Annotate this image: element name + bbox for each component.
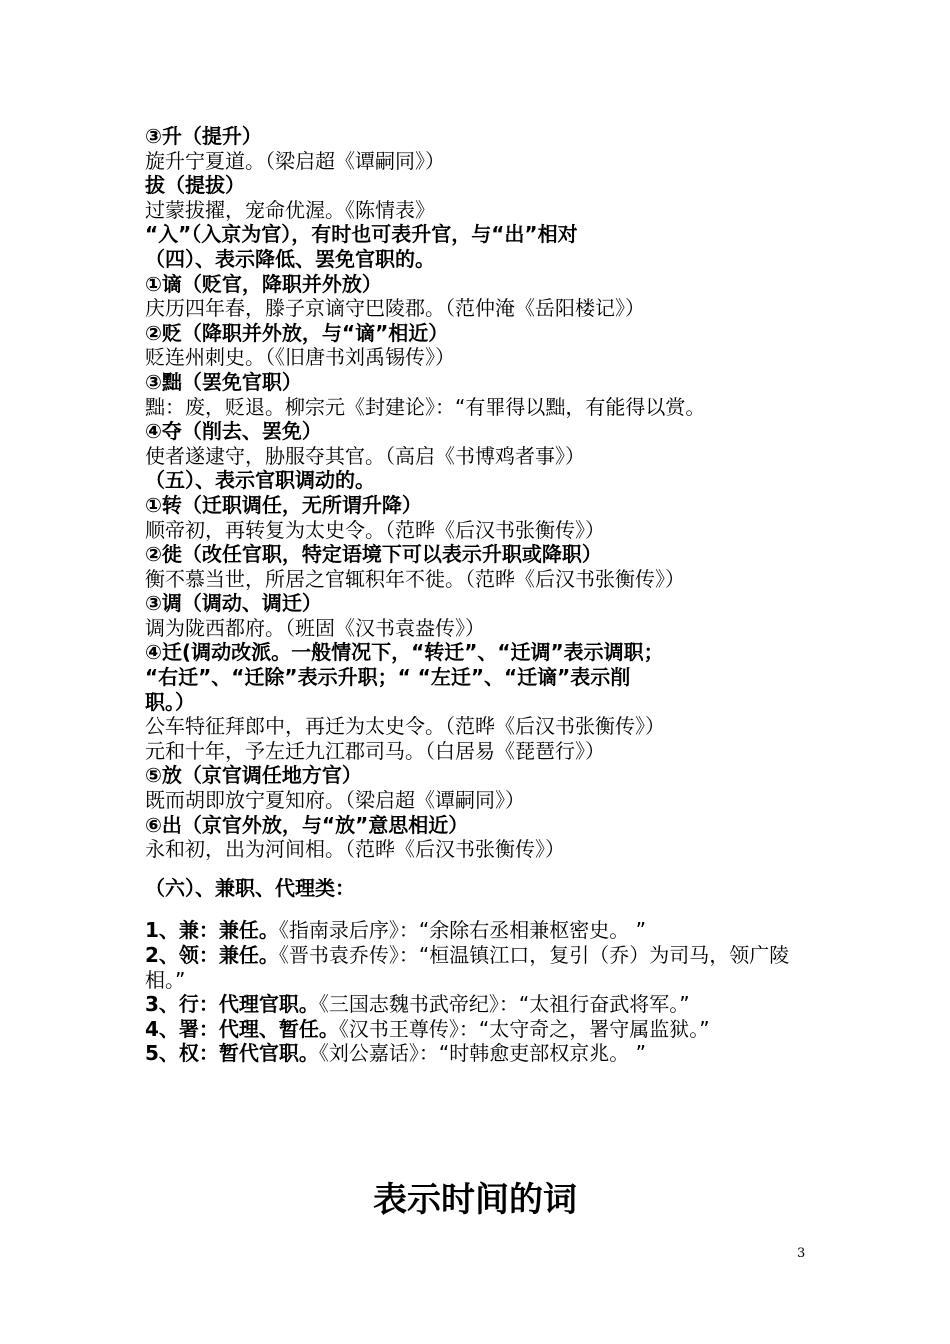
section-title: 表示时间的词 (373, 1180, 577, 1220)
entry-heading: ②徙（改任官职，特定语境下可以表示升职或降职） (145, 542, 602, 567)
list-item (145, 1041, 825, 1066)
entry-example: 公车特征拜郎中，再迁为太史令。（范晔《后汉书张衡传》） (145, 714, 665, 739)
list-item-text: 《汉书王尊传》：“太守奇之，署守属监狱。” (338, 1016, 710, 1041)
entry-heading: ②贬（降职并外放，与“谪”相近） (145, 320, 449, 345)
entry-example: 既而胡即放宁夏知府。（梁启超《谭嗣同》） (145, 788, 525, 813)
list-item-text: 《晋书袁乔传》：“桓温镇江口，复引（乔）为司马，领广陵相。” (145, 943, 790, 992)
list-item-term: 3、行：代理官职。 (145, 992, 319, 1017)
entry-example: 调为陇西都府。（班固《汉书袁盎传》） (145, 615, 485, 640)
entry-heading: ③调（调动、调迁） (145, 591, 322, 616)
entry-heading: “右迁”、“迁除”表示升职；“ “左迁”、“迁谪”表示削 (145, 665, 631, 690)
entry-example: 黜：废，贬退。柳宗元《封建论》：“有罪得以黜，有能得以赏。 (145, 394, 706, 419)
entry-example: 贬连州刺史。（《旧唐书刘禹锡传》） (145, 345, 455, 370)
document-body (145, 124, 825, 1066)
list-item-text: 《三国志魏书武帝纪》：“太祖行奋武将军。” (318, 992, 690, 1017)
entry-example: 使者遂逮守，胁服夺其官。（高启《书博鸡者事》） (145, 443, 585, 468)
entry-heading: ⑤放（京官调任地方官） (145, 763, 362, 788)
section-heading-4: （四）、表示降低、罢免官职的。 (145, 246, 435, 271)
entry-heading: 拔（提拔） (145, 173, 245, 198)
entry-heading: ④夺（削去、罢免） (145, 419, 322, 444)
page-number: 3 (797, 1246, 806, 1261)
entry-heading: “入”（入京为官），有时也可表升官，与“出”相对 (145, 222, 578, 247)
entry-heading: ①谪（贬官，降职并外放） (145, 271, 382, 296)
list-item-term: 4、署：代理、暂任。 (145, 1016, 339, 1041)
list-item-term: 5、权：暂代官职。 (145, 1041, 319, 1066)
section-heading-6: （六）、兼职、代理类： (145, 875, 355, 900)
list-item (145, 918, 825, 943)
entry-heading: ③升（提升） (145, 124, 262, 148)
entry-heading: ④迁(调动改派。一般情况下，“转迁”、“迁调”表示调职； (145, 640, 664, 665)
entry-heading: ③黜（罢免官职） (145, 369, 302, 394)
section-heading-5: （五）、表示官职调动的。 (145, 468, 375, 493)
list-item-text: 《指南录后序》：“余除右丞相兼枢密史。 ” (278, 918, 647, 943)
entry-heading: 职。） (145, 689, 195, 714)
entry-example: 衡不慕当世，所居之官辄积年不徙。（范晔《后汉书张衡传》） (145, 566, 685, 591)
list-item (145, 943, 825, 992)
entry-example: 旋升宁夏道。（梁启超《谭嗣同》） (145, 148, 445, 173)
list-item-term: 1、兼：兼任。 (145, 918, 279, 943)
list-item-term: 2、领：兼任。 (145, 943, 279, 967)
entry-example: 庆历四年春，滕子京谪守巴陵郡。（范仲淹《岳阳楼记》） (145, 296, 645, 321)
list-item (145, 992, 825, 1017)
entry-heading: ①转（迁职调任，无所谓升降） (145, 492, 422, 517)
entry-heading: ⑥出（京官外放，与“放”意思相近） (145, 812, 469, 837)
entry-example: 元和十年，予左迁九江郡司马。（白居易《琵琶行》） (145, 738, 605, 763)
entry-example: 永和初，出为河间相。（范晔《后汉书张衡传》） (145, 837, 565, 862)
list-item-text: 《刘公嘉话》：“时韩愈吏部权京兆。 ” (318, 1041, 647, 1066)
entry-example: 顺帝初，再转复为太史令。（范晔《后汉书张衡传》） (145, 517, 605, 542)
list-item (145, 1017, 825, 1042)
entry-example: 过蒙拔擢，宠命优渥。《陈情表》 (145, 197, 435, 222)
